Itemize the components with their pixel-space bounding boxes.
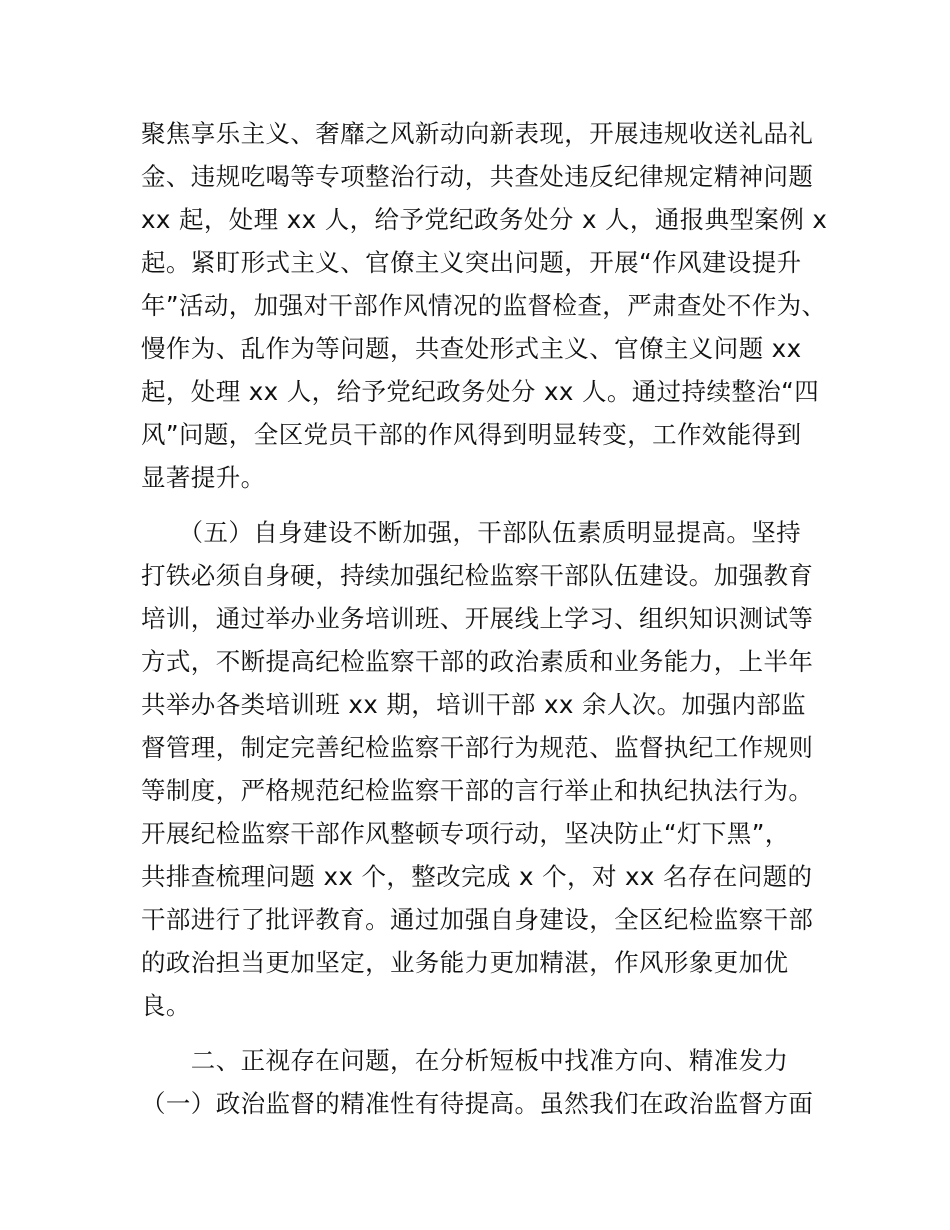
paragraph-self-construction: （五）自身建设不断加强，干部队伍素质明显提高。坚持 打铁必须自身硬，持续加强纪检监察干部队伍建设。加强教育 培训，通过举办业务培训班、开展线上学习、组织知识测试等 方式，不断提高纪检监察干部的政治素质和业务能力，上半年 共举办各类培训班 xx 期，培训干部 xx 余人次。加强内部监 督管理，制定完善纪检监察干部行为规范、监督执纪工作规则 等制度，严格规范纪检监察干部的言行举止和执纪执法行为。 开展纪检监察干部作风整顿专项行动，坚决防止“灯下黑”， 共排查梳理问题 xx 个，整改完成 x 个，对 xx 名存在问题的 干部进行了批评教育。通过加强自身建设，全区纪检监察干部 的政治担当更加坚定，业务能力更加精湛，作风形象更加优良。 bbox=[141, 518, 814, 1020]
paragraph-work-style-rectification: 聚焦享乐主义、奢靡之风新动向新表现，开展违规收送礼品礼 金、违规吃喝等专项整治行动，共查处违反纪律规定精神问题 xx 起，处理 xx 人，给予党纪政务处分 x 人，通报典型案例 x 起。紧盯形式主义、官僚主义突出问题，开展“作风建设提升 年”活动，加强对干部作风情况的监督检查，严肃查处不作为、 慢作为、乱作为等问题，共查处形式主义、官僚主义问题 xx 起，处理 xx 人，给予党纪政务处分 xx 人。通过持续整治“四 风”问题，全区党员干部的作风得到明显转变，工作效能得到 显著提升。 bbox=[141, 119, 828, 492]
paragraph-existing-problems: 二、正视存在问题，在分析短板中找准方向、精准发力 （一）政治监督的精准性有待提高。虽然我们在政治监督方面 bbox=[141, 1046, 814, 1118]
document-body bbox=[141, 112, 831, 1125]
